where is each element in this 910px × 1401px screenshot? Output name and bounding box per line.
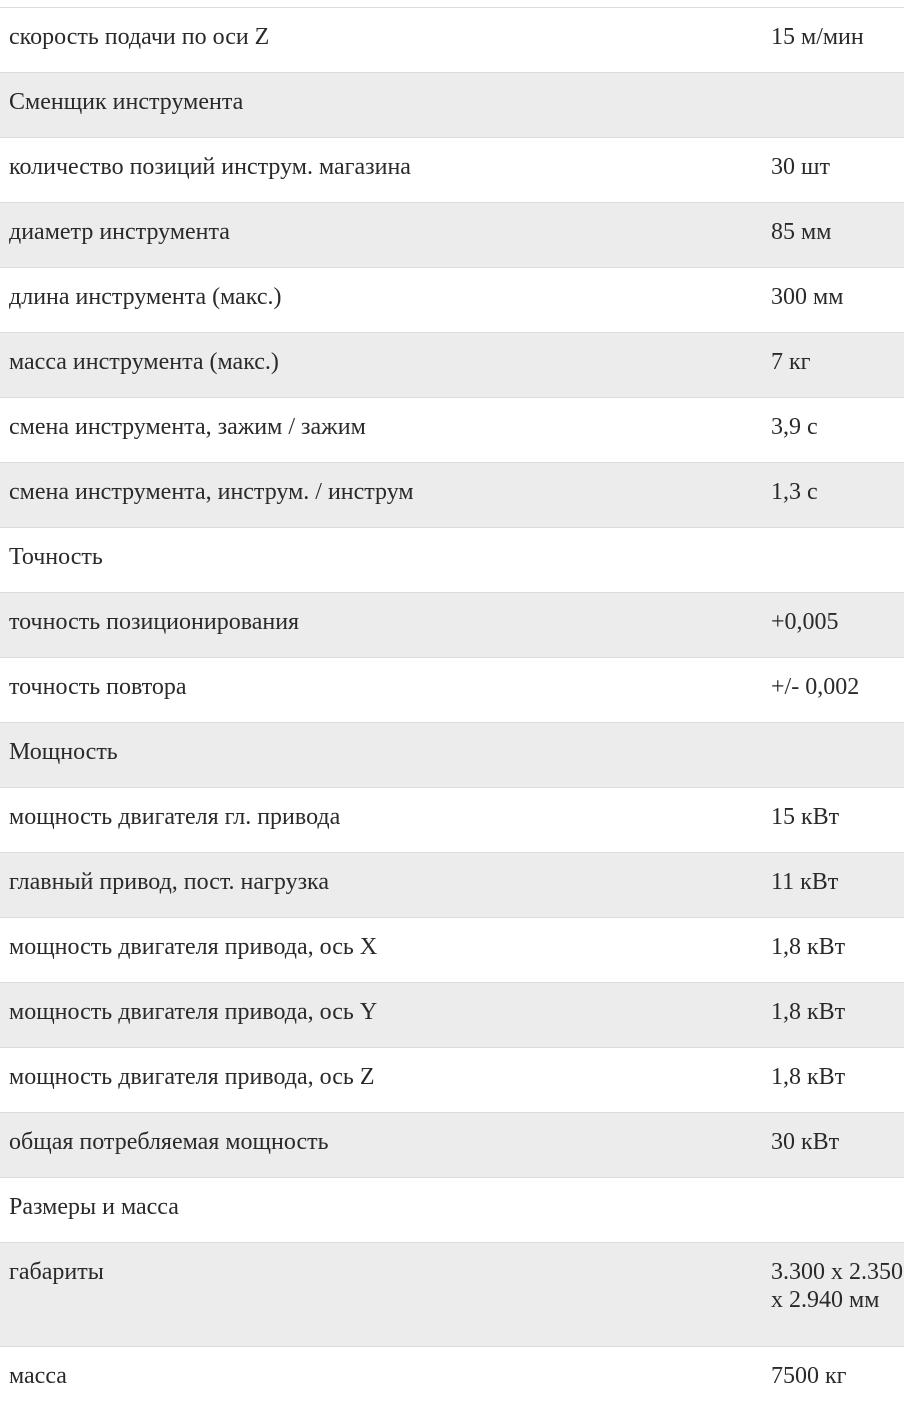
spec-value: 85 мм — [766, 203, 904, 268]
spec-label: длина инструмента (макс.) — [0, 268, 766, 333]
spec-value: 1,8 кВт — [766, 918, 904, 983]
spec-label: мощность двигателя гл. привода — [0, 788, 766, 853]
spec-label: смена инструмента, зажим / зажим — [0, 398, 766, 463]
spec-value: +/- 0,002 — [766, 658, 904, 723]
table-row — [0, 8, 904, 73]
table-row — [0, 398, 904, 463]
spec-label: общая потребляемая мощность — [0, 1113, 766, 1178]
spec-value — [766, 723, 904, 788]
spec-value — [766, 1178, 904, 1243]
spec-value: 1,8 кВт — [766, 983, 904, 1048]
table-row — [0, 1347, 904, 1397]
spec-value — [766, 73, 904, 138]
table-row — [0, 268, 904, 333]
section-title: Сменщик инструмента — [0, 73, 766, 138]
table-row — [0, 853, 904, 918]
spec-value: 3.300 x 2.350 x 2.940 мм — [766, 1243, 904, 1347]
section-title: Точность — [0, 528, 766, 593]
spec-value: 7500 кг — [766, 1347, 904, 1397]
spec-value: 15 кВт — [766, 788, 904, 853]
table-row — [0, 658, 904, 723]
spec-label: смена инструмента, инструм. / инструм — [0, 463, 766, 528]
spec-value: 7 кг — [766, 333, 904, 398]
table-row — [0, 918, 904, 983]
spec-value: 30 кВт — [766, 1113, 904, 1178]
specifications-table — [0, 7, 904, 1397]
spec-value: 15 м/мин — [766, 8, 904, 73]
spec-label: мощность двигателя привода, ось Z — [0, 1048, 766, 1113]
table-row — [0, 1113, 904, 1178]
section-title: Размеры и масса — [0, 1178, 766, 1243]
table-row — [0, 983, 904, 1048]
spec-label: главный привод, пост. нагрузка — [0, 853, 766, 918]
spec-label: диаметр инструмента — [0, 203, 766, 268]
spec-label: скорость подачи по оси Z — [0, 8, 766, 73]
table-row — [0, 1048, 904, 1113]
spec-value — [766, 528, 904, 593]
spec-label: точность повтора — [0, 658, 766, 723]
section-header-row — [0, 1178, 904, 1243]
spec-value: 30 шт — [766, 138, 904, 203]
table-row — [0, 333, 904, 398]
table-row — [0, 1243, 904, 1347]
section-title: Мощность — [0, 723, 766, 788]
spec-label: количество позиций инструм. магазина — [0, 138, 766, 203]
spec-label: габариты — [0, 1243, 766, 1347]
spec-label: масса инструмента (макс.) — [0, 333, 766, 398]
section-header-row — [0, 73, 904, 138]
spec-value: +0,005 — [766, 593, 904, 658]
table-row — [0, 203, 904, 268]
spec-value: 1,3 с — [766, 463, 904, 528]
spec-label: мощность двигателя привода, ось X — [0, 918, 766, 983]
table-row — [0, 463, 904, 528]
spec-value: 3,9 с — [766, 398, 904, 463]
table-row — [0, 593, 904, 658]
section-header-row — [0, 723, 904, 788]
table-row — [0, 788, 904, 853]
spec-label: мощность двигателя привода, ось Y — [0, 983, 766, 1048]
spec-value: 300 мм — [766, 268, 904, 333]
spec-value: 11 кВт — [766, 853, 904, 918]
table-row — [0, 138, 904, 203]
section-header-row — [0, 528, 904, 593]
spec-value: 1,8 кВт — [766, 1048, 904, 1113]
spec-label: точность позиционирования — [0, 593, 766, 658]
spec-label: масса — [0, 1347, 766, 1397]
